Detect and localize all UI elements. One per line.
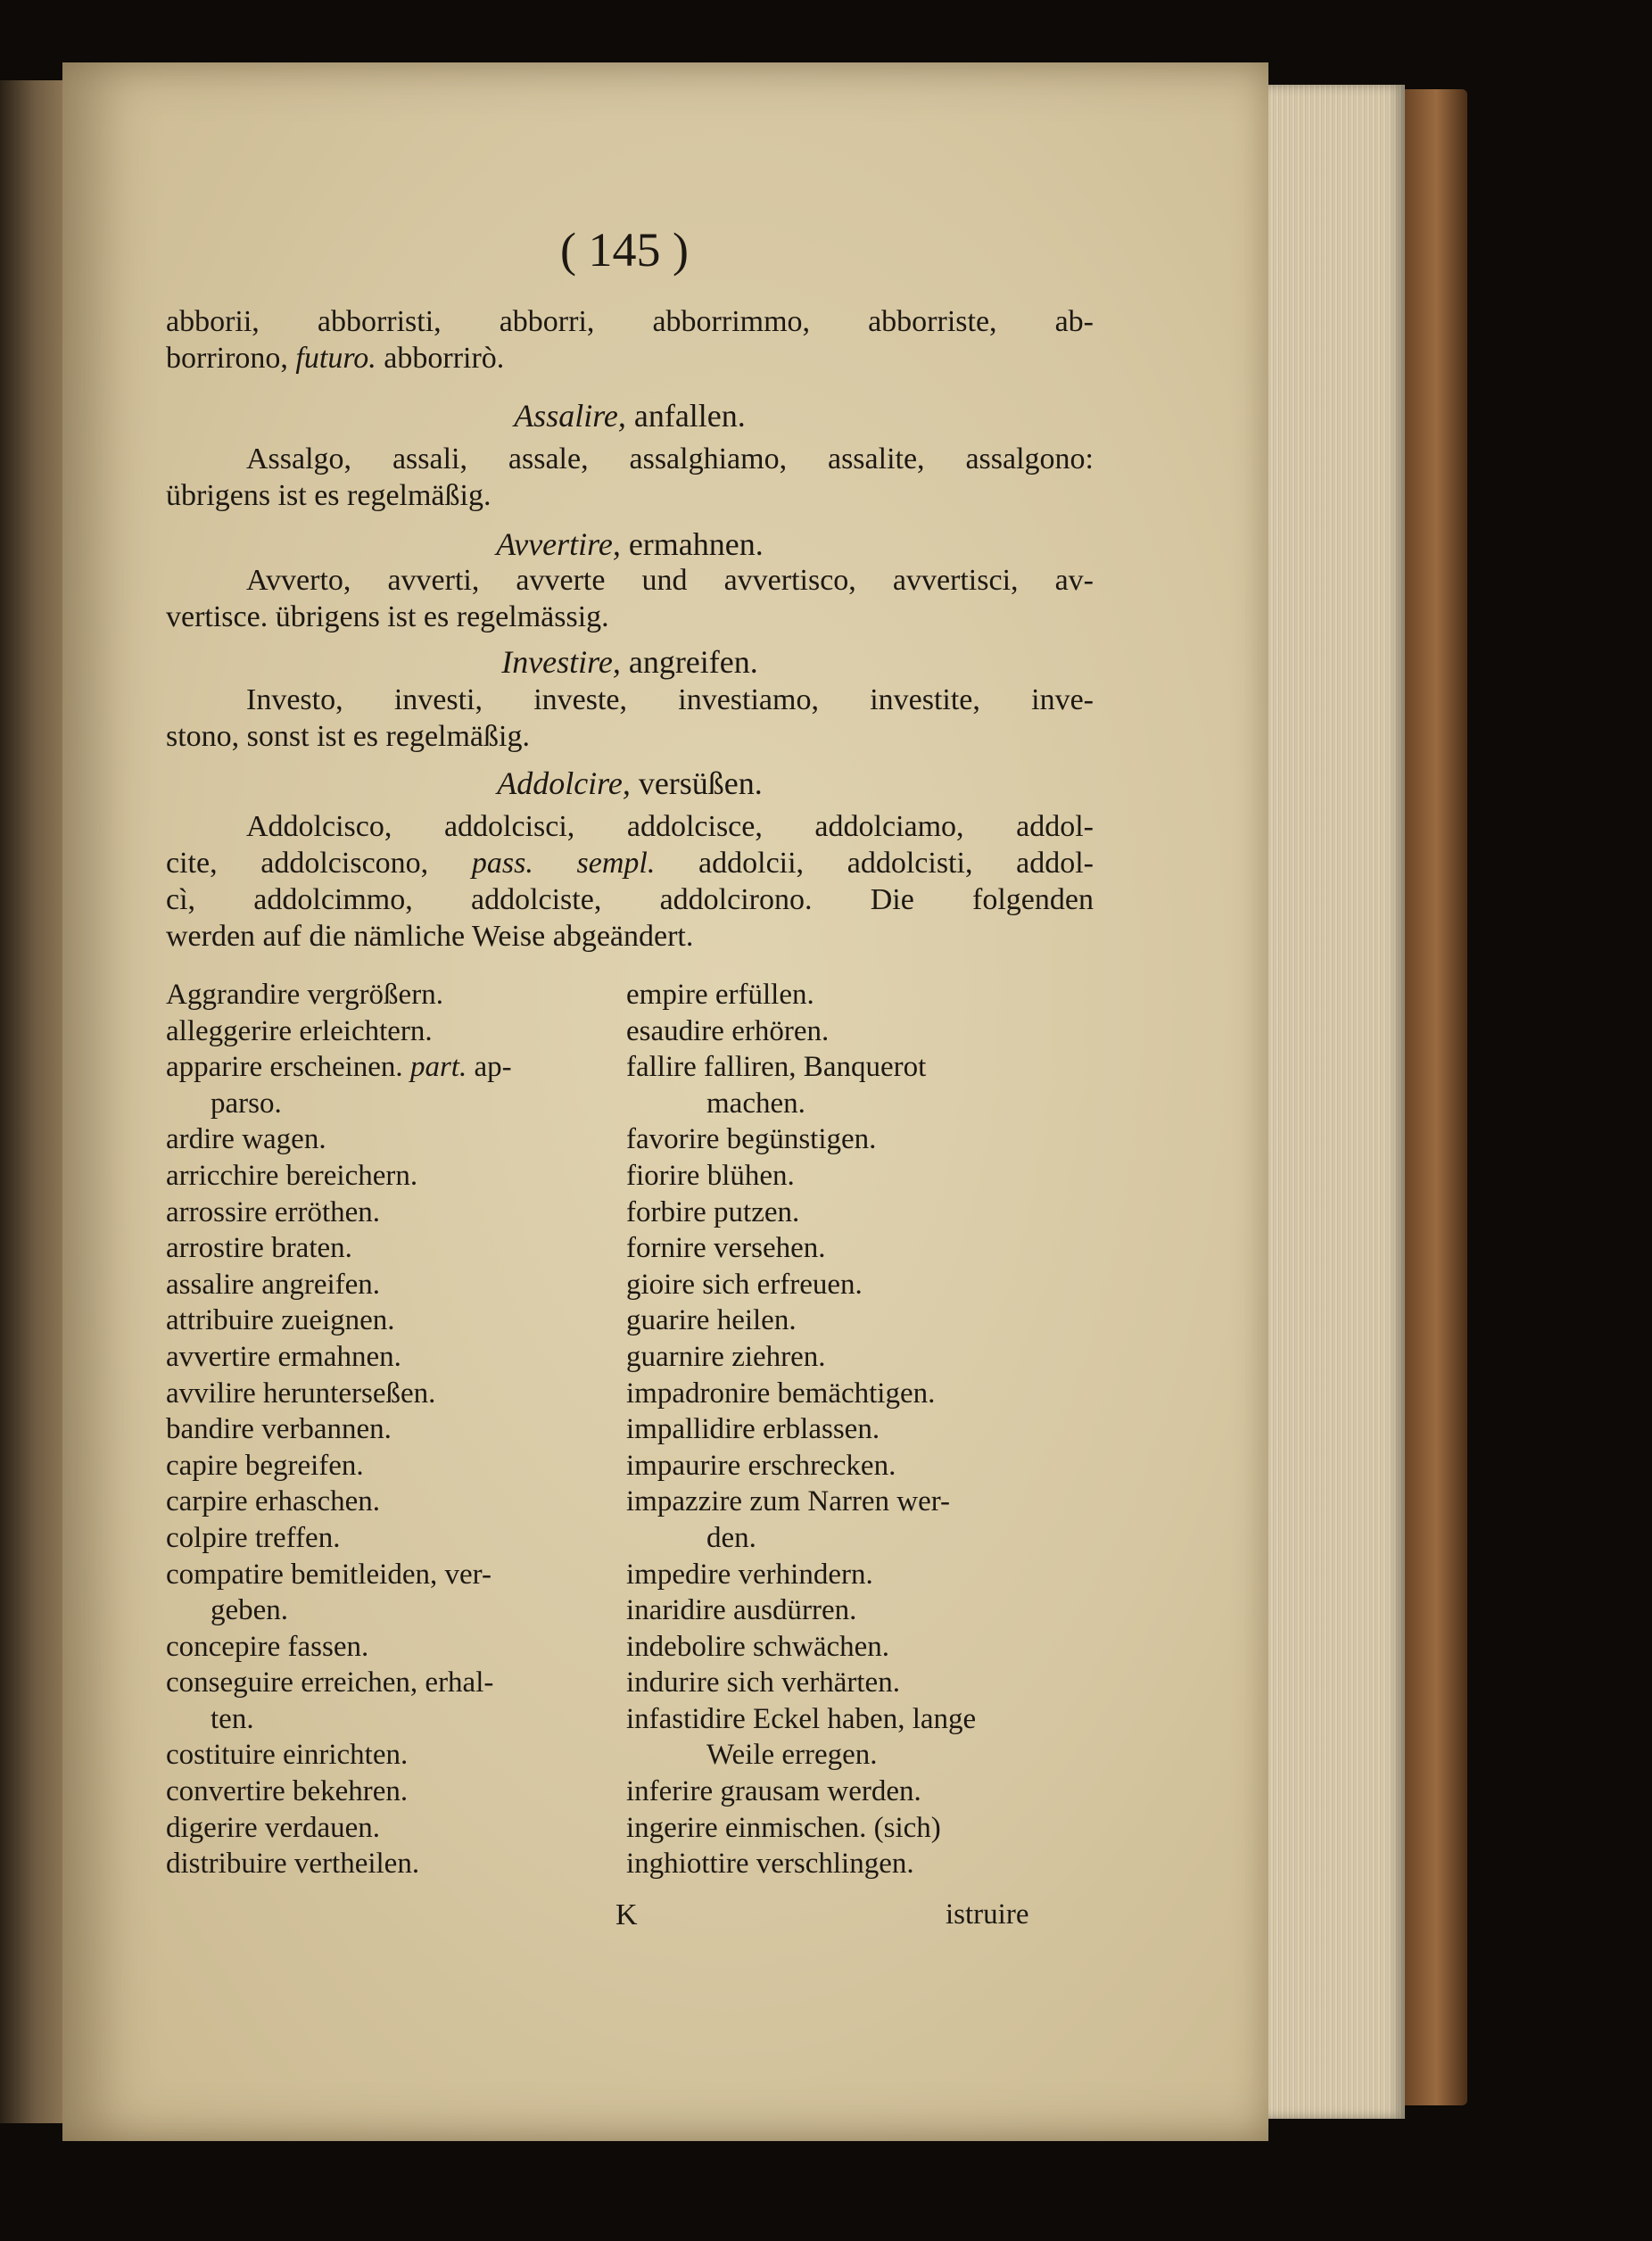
list-item: ingerire einmischen. (sich) xyxy=(626,1811,941,1844)
text-line: abborii, abborristi, abborri, abborrimmo, abborriste, ab- xyxy=(166,305,1094,338)
list-item: arrossire erröthen. xyxy=(166,1195,381,1228)
text-line: Investo, investi, investe, investiamo, investite, inve- xyxy=(246,683,1094,716)
text-line: Addolcisco, addolcisci, addolcisce, addolciamo, addol- xyxy=(246,810,1094,843)
list-item: gioire sich erfreuen. xyxy=(626,1268,863,1301)
signature-mark: K xyxy=(615,1898,638,1931)
intro-paragraph xyxy=(166,303,1094,376)
list-item: attribuire zueignen. xyxy=(166,1304,395,1337)
list-item: indurire sich verhärten. xyxy=(626,1666,900,1699)
verb-heading-assalire: Assalire, anfallen. xyxy=(514,398,746,434)
list-item: indebolire schwächen. xyxy=(626,1630,890,1663)
text-line: stono, sonst ist es regelmäßig. xyxy=(166,720,530,753)
text-line: werden auf die nämliche Weise abgeändert. xyxy=(166,920,694,953)
list-item: infastidire Eckel haben, lange xyxy=(626,1702,977,1735)
text-line: borrirono, futuro. abborrirò. xyxy=(166,342,505,375)
list-item: costituire einrichten. xyxy=(166,1739,409,1772)
list-item: geben. xyxy=(211,1594,289,1627)
verb-list-right-column xyxy=(626,977,1072,1882)
verb-paragraph-addolcire xyxy=(166,808,1094,955)
list-item: ten. xyxy=(211,1702,254,1735)
list-item: impazzire zum Narren wer- xyxy=(626,1485,951,1518)
list-item: avvilire herunterseßen. xyxy=(166,1377,436,1410)
list-item: carpire erhaschen. xyxy=(166,1485,381,1518)
list-item: inferire grausam werden. xyxy=(626,1775,921,1808)
list-item: fornire versehen. xyxy=(626,1232,826,1265)
verb-paragraph-investire xyxy=(166,682,1094,755)
book-cover xyxy=(1405,89,1467,2105)
list-item: impedire verhindern. xyxy=(626,1558,873,1591)
catchword: istruire xyxy=(946,1898,1029,1931)
list-item: apparire erscheinen. part. ap- xyxy=(166,1051,512,1084)
text-line: vertisce. übrigens ist es regelmässig. xyxy=(166,600,609,633)
text-line: Assalgo, assali, assale, assalghiamo, assalite, assalgono: xyxy=(246,442,1094,475)
list-item: Weile erregen. xyxy=(706,1739,878,1772)
list-item: ardire wagen. xyxy=(166,1123,326,1156)
text-line: Avverto, avverti, avverte und avvertisco, avvertisci, av- xyxy=(246,564,1094,597)
verb-list-left-column xyxy=(166,977,612,1882)
list-item: Aggrandire vergrößern. xyxy=(166,979,443,1011)
list-item: compatire bemitleiden, ver- xyxy=(166,1558,491,1591)
verb-paragraph-assalire xyxy=(166,441,1094,514)
verb-heading-addolcire: Addolcire, versüßen. xyxy=(497,765,763,801)
list-item: esaudire erhören. xyxy=(626,1014,830,1047)
list-item: forbire putzen. xyxy=(626,1195,800,1228)
list-item: capire begreifen. xyxy=(166,1449,364,1482)
list-item: arrostire braten. xyxy=(166,1232,352,1265)
list-item: convertire bekehren. xyxy=(166,1775,409,1808)
list-item: empire erfüllen. xyxy=(626,979,814,1011)
verb-heading-avvertire: Avvertire, ermahnen. xyxy=(496,526,764,562)
list-item: favorire begünstigen. xyxy=(626,1123,877,1156)
text-line: cite, addolciscono, pass. sempl. addolcii, addolcisti, addol- xyxy=(166,847,1094,880)
list-item: assalire angreifen. xyxy=(166,1268,381,1301)
list-item: impadronire bemächtigen. xyxy=(626,1377,936,1410)
list-item: impallidire erblassen. xyxy=(626,1413,880,1446)
list-item: machen. xyxy=(706,1087,805,1120)
text-line: cì, addolcimmo, addolciste, addolcirono. Die folgenden xyxy=(166,883,1094,916)
list-item: guarire heilen. xyxy=(626,1304,797,1337)
list-item: den. xyxy=(706,1521,756,1554)
list-item: avvertire ermahnen. xyxy=(166,1340,401,1373)
list-item: inghiottire verschlingen. xyxy=(626,1848,914,1881)
list-item: alleggerire erleichtern. xyxy=(166,1014,433,1047)
list-item: bandire verbannen. xyxy=(166,1413,392,1446)
list-item: fallire falliren, Banquerot xyxy=(626,1051,927,1084)
list-item: conseguire erreichen, erhal- xyxy=(166,1666,494,1699)
text-line: übrigens ist es regelmäßig. xyxy=(166,479,491,512)
list-item: digerire verdauen. xyxy=(166,1811,381,1844)
list-item: arricchire bereichern. xyxy=(166,1159,418,1192)
list-item: inaridire ausdürren. xyxy=(626,1594,857,1627)
list-item: parso. xyxy=(211,1087,282,1120)
list-item: guarnire ziehren. xyxy=(626,1340,826,1373)
list-item: colpire treffen. xyxy=(166,1521,341,1554)
left-page-edge xyxy=(0,80,62,2123)
verb-paragraph-avvertire xyxy=(166,562,1094,635)
list-item: distribuire vertheilen. xyxy=(166,1848,420,1881)
list-item: fiorire blühen. xyxy=(626,1159,795,1192)
page-number: ( 145 ) xyxy=(560,223,689,277)
verb-heading-investire: Investire, angreifen. xyxy=(501,644,758,680)
page-edges xyxy=(1258,85,1405,2119)
list-item: impaurire erschrecken. xyxy=(626,1449,896,1482)
list-item: concepire fassen. xyxy=(166,1630,369,1663)
